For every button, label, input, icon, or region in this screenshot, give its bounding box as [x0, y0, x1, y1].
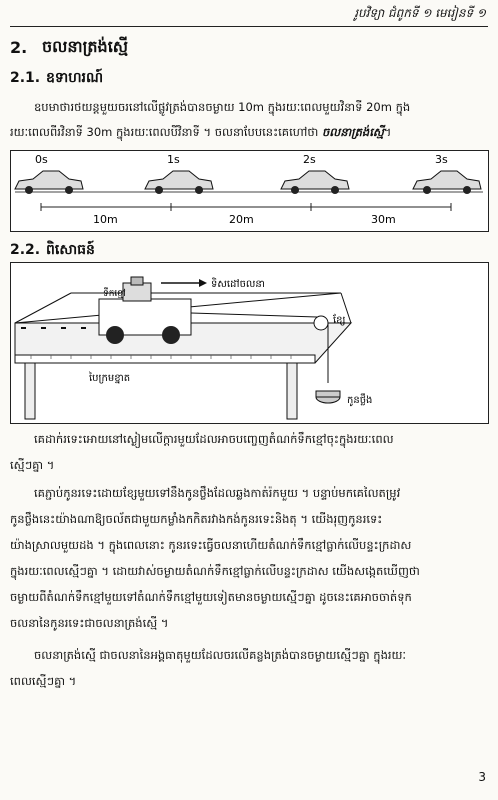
para1-line1: ឧបមាថារថយន្តមួយចរនៅលើផ្លូវត្រង់បានចម្ងាយ 10m ក្នុងរយៈពេលមួយវិនាទី 20m ក្នុង: [34, 100, 411, 114]
definition-line: ពេលស្មើៗគ្នា ។: [10, 674, 77, 688]
page-number: 3: [478, 770, 486, 784]
ruler-label: បៃក្រមខ្នាត: [89, 373, 131, 384]
para2-line: ស្មើៗគ្នា ។: [10, 458, 55, 472]
para1-line2: [10, 125, 488, 140]
section-number: 2.: [10, 38, 28, 57]
time-label: 1s: [167, 153, 180, 166]
distance-label: 30m: [371, 213, 396, 226]
time-label: 2s: [303, 153, 316, 166]
section-title: ចលនាត្រង់ស្មើ: [42, 37, 129, 56]
trolley-experiment-figure: [10, 262, 489, 424]
para3-line: ចម្ងាយពីតំណក់ទឹកខ្មៅមួយទៅតំណក់ទឹកខ្មៅមួយទៀតមានចម្ងាយស្មើៗគ្នា ដូចនេះគេអាចចាត់ទុក: [10, 590, 412, 604]
car-icon: [281, 171, 349, 194]
para1-text: រយៈពេលពីរវិនាទី 30m ក្នុងរយៈពេលបីវិនាទី ។ ចលនាបែបនេះគេហៅថា: [10, 125, 322, 139]
mass-label: កូនថ្លឹង: [347, 395, 373, 406]
para3-line: ចលនានៃកូនរទេះជាចលនាត្រង់ស្មើ ។: [10, 616, 169, 630]
subsection-title-2: ពិសោធន៍: [46, 242, 95, 258]
car-icon: [15, 171, 83, 194]
para3-line: គេភ្ជាប់កូនរទេះដោយខ្សែមួយទៅនឹងកូនថ្លឹងដែលឆ្លងកាត់រ៉កមួយ ។ បន្ទាប់មកគេលៃតម្រូវ: [34, 486, 401, 500]
car-icon: [413, 171, 481, 194]
running-header: រូបវិទ្យា ជំពូកទី ១ មេរៀនទី ១: [354, 6, 486, 20]
para3-line: កូនថ្លឹងនេះយ៉ាងណាឱ្យចល័តជាមួយកម្លាំងកកិតរវាងកង់កូនរទេះនិងតុ ។ យើងរុញកូនរទេះ: [10, 512, 383, 526]
time-label: 0s: [35, 153, 48, 166]
subsection-number-2: 2.2.: [10, 242, 41, 258]
car-icon: [145, 171, 213, 194]
distance-label: 20m: [229, 213, 254, 226]
wire-label: ខ្សែ: [333, 315, 346, 326]
para1-end: ។: [383, 125, 392, 139]
pulley-icon: [314, 316, 328, 330]
para3-line: ក្នុងរយៈពេលស្មើៗគ្នា ។ ដោយវាស់ចម្ងាយតំណក់ទឹកខ្មៅធ្លាក់លើបន្ទះក្រដាស យើងសង្កេតឃើញថា: [10, 564, 420, 578]
time-label: 3s: [435, 153, 448, 166]
subsection-number-1: 2.1.: [10, 70, 41, 86]
para2-line: គេដាក់រទេះអោយនៅស្ងៀមលើក្តារមួយដែលអាចបញ្ចេញតំណក់ទឹកខ្មៅចុះក្នុងរយៈពេល: [34, 432, 394, 446]
definition-line: ចលនាត្រង់ស្មើ ជាចលនានៃអង្គធាតុមួយដែលចរលើគន្លងត្រង់បានចម្ងាយស្មើៗគ្នា ក្នុងរយៈ: [34, 648, 406, 662]
header-rule: [10, 26, 488, 27]
car-motion-figure: [10, 150, 489, 232]
para3-line: យ៉ាងស្រាលមួយដង ។ ក្នុងពេលនោះ កូនរទេះធ្វើចលនាហើយតំណក់ទឹកខ្មៅធ្លាក់លើបន្ទះក្រដាស: [10, 538, 412, 552]
distance-label: 10m: [93, 213, 118, 226]
ink-tank-label: ទឹកខ្មៅ: [103, 289, 126, 299]
trolley-icon: [99, 277, 191, 344]
direction-label: ទិសដៅចលនា: [211, 279, 265, 290]
subsection-title-1: ឧទាហរណ៍: [46, 70, 104, 86]
para1-term: ចលនាត្រង់ស្មើ: [321, 125, 384, 139]
